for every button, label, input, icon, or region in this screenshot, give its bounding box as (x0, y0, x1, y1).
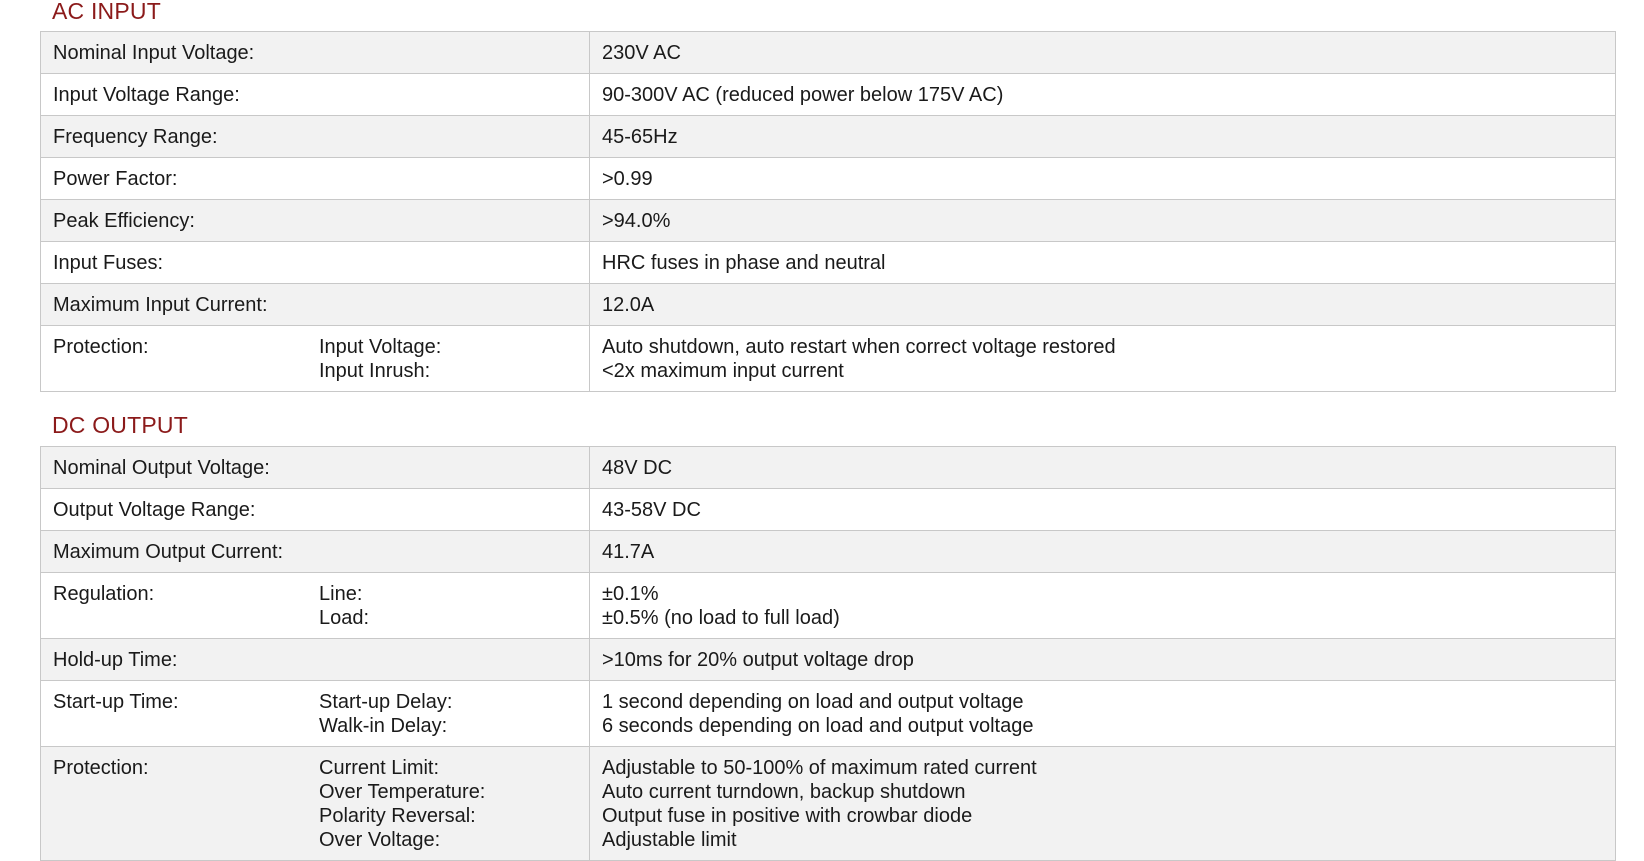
spec-label: Maximum Input Current: (53, 293, 268, 316)
spec-label-wrap (53, 648, 577, 672)
spec-value-cell (590, 447, 1616, 489)
spec-sub-value: Adjustable to 50-100% of maximum rated current (602, 757, 1037, 779)
spec-sub-labels (319, 582, 369, 630)
spec-value: >10ms for 20% output voltage drop (602, 648, 914, 671)
spec-label: Maximum Output Current: (53, 540, 284, 563)
spec-value-cell (590, 32, 1616, 74)
spec-label: Protection: (53, 757, 149, 779)
spec-label-wrap (53, 41, 577, 65)
spec-sub-label: Current Limit: (319, 757, 440, 779)
spec-label-wrap (53, 83, 577, 107)
spec-row-nominal-output-voltage (41, 447, 1616, 489)
ac-input-heading: AC INPUT (52, 0, 161, 24)
spec-label-wrap (53, 167, 577, 191)
spec-sub-label: Start-up Delay: (319, 691, 453, 713)
spec-sub-value: Auto shutdown, auto restart when correct voltage restored (602, 336, 1116, 358)
spec-value: 43-58V DC (602, 498, 701, 521)
spec-label: Input Fuses: (53, 251, 164, 274)
ac-input-table (40, 31, 1616, 392)
spec-sub-labels (319, 335, 441, 383)
spec-label: Nominal Output Voltage: (53, 456, 270, 479)
spec-label-cell (41, 200, 590, 242)
spec-label: Regulation: (53, 583, 155, 605)
spec-row-power-factor (41, 158, 1616, 200)
spec-row-input-fuses (41, 242, 1616, 284)
spec-label-wrap (53, 498, 577, 522)
spec-label-wrap (53, 456, 577, 480)
spec-label-cell (41, 531, 590, 573)
spec-value-cell (590, 747, 1616, 861)
spec-label: Output Voltage Range: (53, 498, 256, 521)
spec-label: Input Voltage Range: (53, 83, 240, 106)
spec-label-cell (41, 158, 590, 200)
spec-sub-label: Input Voltage: (319, 336, 442, 358)
spec-label-wrap (53, 209, 577, 233)
spec-row-nominal-input-voltage (41, 32, 1616, 74)
spec-label-cell (41, 32, 590, 74)
spec-label-cell (41, 573, 590, 639)
spec-sub-label: Over Temperature: (319, 781, 486, 803)
spec-value-cell (590, 242, 1616, 284)
spec-row-protection (41, 747, 1616, 861)
spec-value-cell (590, 681, 1616, 747)
spec-value-cell (590, 531, 1616, 573)
spec-sub-value: Output fuse in positive with crowbar diode (602, 805, 973, 827)
spec-label-cell (41, 74, 590, 116)
spec-label: Protection: (53, 336, 149, 358)
spec-sub-label: Line: (319, 583, 363, 605)
spec-sub-label: Over Voltage: (319, 829, 441, 851)
spec-value-cell (590, 158, 1616, 200)
spec-label: Start-up Time: (53, 691, 179, 713)
spec-value: >0.99 (602, 167, 653, 190)
spec-value-cell (590, 573, 1616, 639)
spec-row-maximum-input-current (41, 284, 1616, 326)
spec-label-cell (41, 747, 590, 861)
spec-value-cell (590, 489, 1616, 531)
spec-value: 45-65Hz (602, 125, 678, 148)
spec-label-cell (41, 326, 590, 392)
spec-label-cell (41, 639, 590, 681)
spec-value-cell (590, 639, 1616, 681)
spec-label-wrap (53, 335, 577, 382)
spec-label-cell (41, 489, 590, 531)
spec-value: >94.0% (602, 209, 671, 232)
spec-sub-label: Input Inrush: (319, 360, 431, 382)
spec-sub-value: 1 second depending on load and output voltage (602, 691, 1024, 713)
spec-row-output-voltage-range (41, 489, 1616, 531)
dc-output-table (40, 446, 1616, 861)
spec-sub-labels (319, 756, 485, 852)
spec-sub-value: ±0.1% (602, 583, 659, 605)
spec-label-wrap (53, 582, 577, 629)
spec-value-cell (590, 326, 1616, 392)
spec-label-wrap (53, 756, 577, 851)
spec-row-peak-efficiency (41, 200, 1616, 242)
spec-label-cell (41, 284, 590, 326)
spec-label-wrap (53, 540, 577, 564)
spec-sub-value: 6 seconds depending on load and output voltage (602, 715, 1034, 737)
spec-label: Nominal Input Voltage: (53, 41, 255, 64)
spec-label-cell (41, 116, 590, 158)
spec-value-cell (590, 200, 1616, 242)
spec-row-hold-up-time (41, 639, 1616, 681)
dc-output-heading: DC OUTPUT (52, 412, 188, 438)
spec-sub-value: Adjustable limit (602, 829, 737, 851)
spec-label-wrap (53, 125, 577, 149)
spec-row-maximum-output-current (41, 531, 1616, 573)
spec-row-regulation (41, 573, 1616, 639)
spec-label: Frequency Range: (53, 125, 218, 148)
spec-row-start-up-time (41, 681, 1616, 747)
spec-row-protection (41, 326, 1616, 392)
spec-value-cell (590, 116, 1616, 158)
spec-value: 230V AC (602, 41, 681, 64)
spec-label-wrap (53, 690, 577, 737)
spec-sub-labels (319, 690, 452, 738)
spec-sub-label: Load: (319, 607, 370, 629)
spec-value: 12.0A (602, 293, 655, 316)
spec-label: Peak Efficiency: (53, 209, 195, 232)
spec-label-cell (41, 447, 590, 489)
spec-value: HRC fuses in phase and neutral (602, 251, 886, 274)
spec-label-cell (41, 681, 590, 747)
spec-sub-value: Auto current turndown, backup shutdown (602, 781, 966, 803)
spec-sub-label: Walk-in Delay: (319, 715, 448, 737)
spec-sub-label: Polarity Reversal: (319, 805, 476, 827)
spec-sub-value: ±0.5% (no load to full load) (602, 607, 840, 629)
spec-label-wrap (53, 293, 577, 317)
spec-label: Hold-up Time: (53, 648, 178, 671)
spec-row-frequency-range (41, 116, 1616, 158)
spec-label: Power Factor: (53, 167, 178, 190)
spec-value: 90-300V AC (reduced power below 175V AC) (602, 83, 1004, 106)
spec-value-cell (590, 74, 1616, 116)
spec-row-input-voltage-range (41, 74, 1616, 116)
spec-sub-value: <2x maximum input current (602, 360, 844, 382)
spec-label-cell (41, 242, 590, 284)
spec-label-wrap (53, 251, 577, 275)
spec-value-cell (590, 284, 1616, 326)
spec-value: 48V DC (602, 456, 673, 479)
spec-value: 41.7A (602, 540, 655, 563)
